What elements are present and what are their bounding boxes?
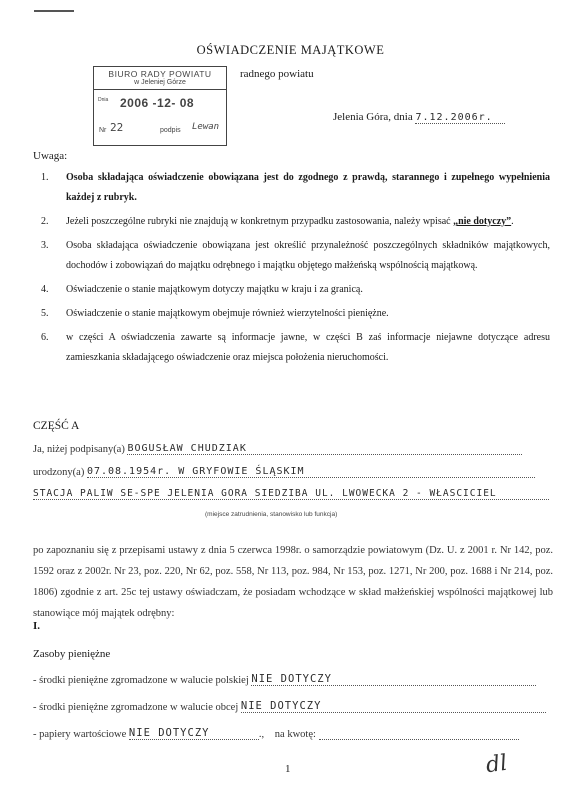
- pln-label: - środki pieniężne zgromadzone w walucie polskiej: [33, 675, 249, 686]
- note-item: 2. Jeżeli poszczególne rubryki nie znajdują w konkretnym przypadku zastosowania, należy wpisać „nie dotyczy”.: [41, 216, 514, 227]
- notes-heading: Uwaga:: [33, 150, 68, 162]
- section-heading: Zasoby pieniężne: [33, 648, 111, 660]
- notes-list: [41, 168, 550, 372]
- pln-row: [33, 673, 553, 686]
- stamp-signature: Lewan: [192, 122, 220, 132]
- securities-label: - papiery wartościowe: [33, 729, 127, 740]
- statement-text: po zapoznaniu się z przepisami ustawy z dnia 5 czerwca 1998r. o samorządzie powiatowym (Dz. U. z 2001 r. Nr 142, poz. 1592 oraz z 2002r. Nr 23, poz. 220, Nr 62, poz. 558, Nr 113, poz. 984, Nr 153, poz. 1271, Nr 200, poz. 1688 i Nr 214, poz. 1806) zgodnie z art. 25c tej ustawy oświadczam, że posiadam wchodzące w skład małżeńskiej wspólności majątkowej lub stanowiące mój majątek odrębny:: [33, 545, 553, 619]
- part-a-heading: CZĘŚĆ A: [33, 420, 80, 432]
- note-item: 1. Osoba składająca oświadczenie obowiązana jest do zgodnego z prawdą, starannego i zupełnego wypełnienia każdej z rubryk.: [41, 172, 550, 203]
- document-subtitle: radnego powiatu: [240, 68, 314, 80]
- amount-label: na kwotę:: [274, 729, 316, 740]
- section-number: I.: [33, 620, 41, 632]
- document-title: OŚWIADCZENIE MAJĄTKOWE: [196, 43, 385, 57]
- employment-value: STACJA PALIW SE-SPE JELENIA GÓRA SIEDZIBA UL. LWÓWECKA 2 - WŁAŚCICIEL: [33, 488, 549, 500]
- name-label: Ja, niżej podpisany(a): [33, 444, 125, 455]
- stamp-divider: [94, 89, 226, 90]
- note-item: 6. w części A oświadczenia zawarte są informacje jawne, w części B zaś informacje niejawne dotyczące adresu zamieszkania składającego oświadczenie oraz miejsca położenia nieruchomości.: [41, 332, 550, 363]
- place-date-line: [333, 111, 505, 124]
- born-label: urodzony(a): [33, 467, 85, 478]
- stamp-signature-label: podpis: [160, 127, 181, 134]
- securities-row: [33, 727, 553, 740]
- stamp-date-label: Dnia: [98, 97, 109, 103]
- page-number: 1: [285, 763, 291, 775]
- foreign-value: NIE DOTYCZY: [241, 700, 546, 713]
- stamp-nr-label: Nr: [99, 127, 107, 134]
- stamp-nr-value: 22: [110, 121, 124, 134]
- name-line: [33, 443, 553, 455]
- registration-stamp: [93, 66, 227, 146]
- amount-value-line: [319, 727, 519, 740]
- name-value: BOGUSŁAW CHUDZIAK: [127, 443, 522, 455]
- pln-value: NIE DOTYCZY: [251, 673, 536, 686]
- stamp-city: w Jeleniej Górze: [134, 79, 186, 86]
- note-quote: „nie dotyczy”: [453, 216, 512, 227]
- note-item: 5. Oświadczenie o stanie majątkowym obejmuje również wierzytelności pieniężne.: [41, 308, 389, 319]
- born-line: [33, 466, 553, 478]
- corner-mark: [34, 10, 74, 12]
- place-label: Jelenia Góra, dnia: [333, 111, 413, 123]
- initials-signature: dl: [484, 750, 509, 779]
- foreign-row: [33, 700, 553, 713]
- securities-value: NIE DOTYCZY: [129, 727, 259, 740]
- foreign-label: - środki pieniężne zgromadzone w walucie obcej: [33, 702, 239, 713]
- note-item: 3. Osoba składająca oświadczenie obowiązana jest określić przynależność poszczególnych składników majątkowych, dochodów i zobowiązań do majątku odrębnego i majątku objętego małżeńską wspólnością majątkową.: [41, 240, 550, 271]
- note-item: 4. Oświadczenie o stanie majątkowym dotyczy majątku w kraju i za granicą.: [41, 284, 363, 295]
- securities-sep: .,: [258, 729, 265, 740]
- born-value: 07.08.1954r. W GRYFOWIE ŚLĄSKIM: [87, 466, 535, 478]
- stamp-date: 2006 -12- 08: [120, 96, 195, 110]
- place-date-value: 7.12.2006r.: [415, 112, 505, 124]
- stamp-office: BIURO RADY POWIATU: [108, 69, 212, 79]
- employment-caption: (miejsce zatrudnienia, stanowisko lub funkcja): [205, 511, 338, 518]
